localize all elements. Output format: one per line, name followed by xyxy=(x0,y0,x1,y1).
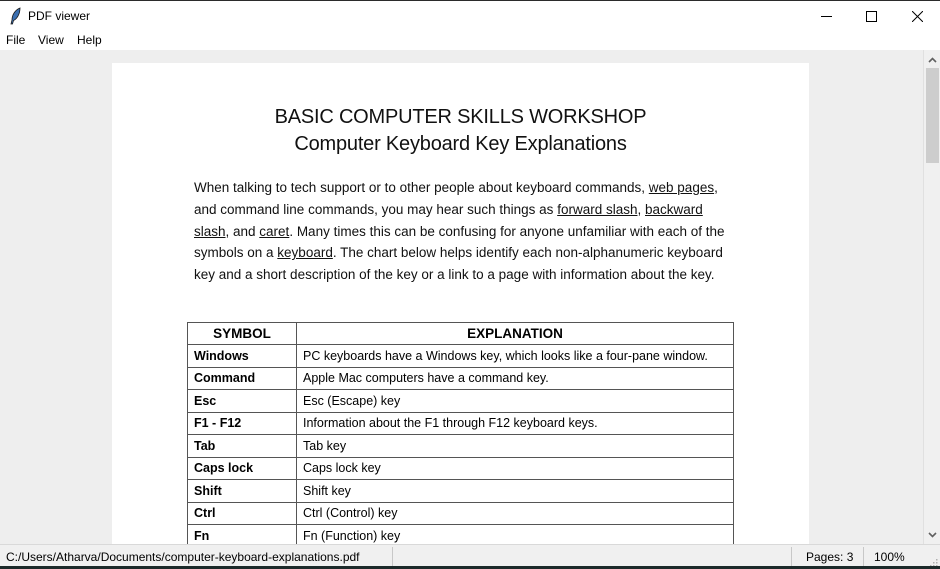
link-keyboard[interactable]: keyboard xyxy=(277,245,333,261)
intro-text: , xyxy=(637,201,645,217)
symbol-cell: F1 - F12 xyxy=(188,412,297,435)
explanation-cell: Apple Mac computers have a command key. xyxy=(297,367,734,390)
link-web-pages[interactable]: web pages xyxy=(648,180,715,195)
status-divider xyxy=(863,547,864,567)
file-path: C:/Users/Atharva/Documents/computer-keyboard-explanations.pdf xyxy=(6,550,360,564)
table-row xyxy=(188,367,734,390)
scrollbar-thumb[interactable] xyxy=(926,68,939,163)
symbol-cell: Tab xyxy=(188,435,297,458)
document-viewport[interactable] xyxy=(0,50,923,544)
status-divider xyxy=(392,547,393,567)
table-row xyxy=(188,480,734,503)
explanation-cell: Esc (Escape) key xyxy=(297,390,734,413)
symbol-cell: Fn xyxy=(188,525,297,545)
intro-text: , and xyxy=(225,223,260,239)
intro-text: . The chart below helps identify each non-alphanumeric keyboard key and a short description of the key or a link to a page with information about the key. xyxy=(194,245,723,283)
document-title: BASIC COMPUTER SKILLS WORKSHOP xyxy=(274,106,647,128)
explanation-cell: Caps lock key xyxy=(297,457,734,480)
table-row xyxy=(188,457,734,480)
intro-text: . Many times this can be confusing for anyone unfamiliar with each of the symbols on a xyxy=(194,223,725,261)
link-caret[interactable]: caret xyxy=(259,223,290,239)
intro-text: When talking to tech support or to other people about keyboard commands, xyxy=(194,180,649,195)
table-row xyxy=(188,390,734,413)
menu-view[interactable]: View xyxy=(38,33,64,47)
menu-bar xyxy=(0,31,940,50)
symbol-cell: Command xyxy=(188,367,297,390)
maximize-button[interactable] xyxy=(848,1,894,31)
document-subtitle: Computer Keyboard Key Explanations xyxy=(294,133,627,155)
table-row xyxy=(188,412,734,435)
link-backward-slash[interactable]: backward slash xyxy=(194,201,703,239)
close-icon xyxy=(912,11,923,22)
table-row xyxy=(188,525,734,545)
title-bar xyxy=(0,0,940,31)
close-button[interactable] xyxy=(894,1,940,31)
chevron-up-icon xyxy=(928,57,937,63)
chevron-down-icon xyxy=(928,532,937,538)
explanation-cell: Information about the F1 through F12 keyboard keys. xyxy=(297,412,734,435)
minimize-icon xyxy=(821,11,832,22)
status-divider xyxy=(791,547,792,567)
intro-paragraph xyxy=(194,177,734,286)
vertical-scrollbar[interactable] xyxy=(923,50,940,544)
symbol-cell: Windows xyxy=(188,345,297,368)
explanation-cell: Tab key xyxy=(297,435,734,458)
link-forward-slash[interactable]: forward slash xyxy=(557,201,638,217)
scroll-up-button[interactable] xyxy=(924,53,940,67)
zoom-level: 100% xyxy=(874,550,905,564)
table-row xyxy=(188,435,734,458)
symbol-cell: Shift xyxy=(188,480,297,503)
menu-file[interactable]: File xyxy=(6,33,26,47)
symbol-cell: Caps lock xyxy=(188,457,297,480)
symbol-cell: Ctrl xyxy=(188,502,297,525)
keyboard-keys-table xyxy=(187,322,734,544)
feather-icon xyxy=(9,7,23,25)
maximize-icon xyxy=(866,11,877,22)
menu-help[interactable]: Help xyxy=(77,33,102,47)
explanation-cell: Fn (Function) key xyxy=(297,525,734,545)
explanation-cell: Shift key xyxy=(297,480,734,503)
explanation-cell: Ctrl (Control) key xyxy=(297,502,734,525)
page-count: Pages: 3 xyxy=(806,550,854,564)
minimize-button[interactable] xyxy=(803,1,849,31)
explanation-cell: PC keyboards have a Windows key, which looks like a four-pane window. xyxy=(297,345,734,368)
table-row xyxy=(188,502,734,525)
pdf-page xyxy=(112,63,809,544)
header-explanation: EXPLANATION xyxy=(297,323,734,345)
header-symbol: SYMBOL xyxy=(188,323,297,345)
window-title: PDF viewer xyxy=(28,9,91,23)
table-header-row xyxy=(188,323,734,345)
symbol-cell: Esc xyxy=(188,390,297,413)
intro-text: , and command line commands, you may hear such things as xyxy=(194,180,718,217)
table-row xyxy=(188,345,734,368)
scroll-down-button[interactable] xyxy=(924,528,940,542)
